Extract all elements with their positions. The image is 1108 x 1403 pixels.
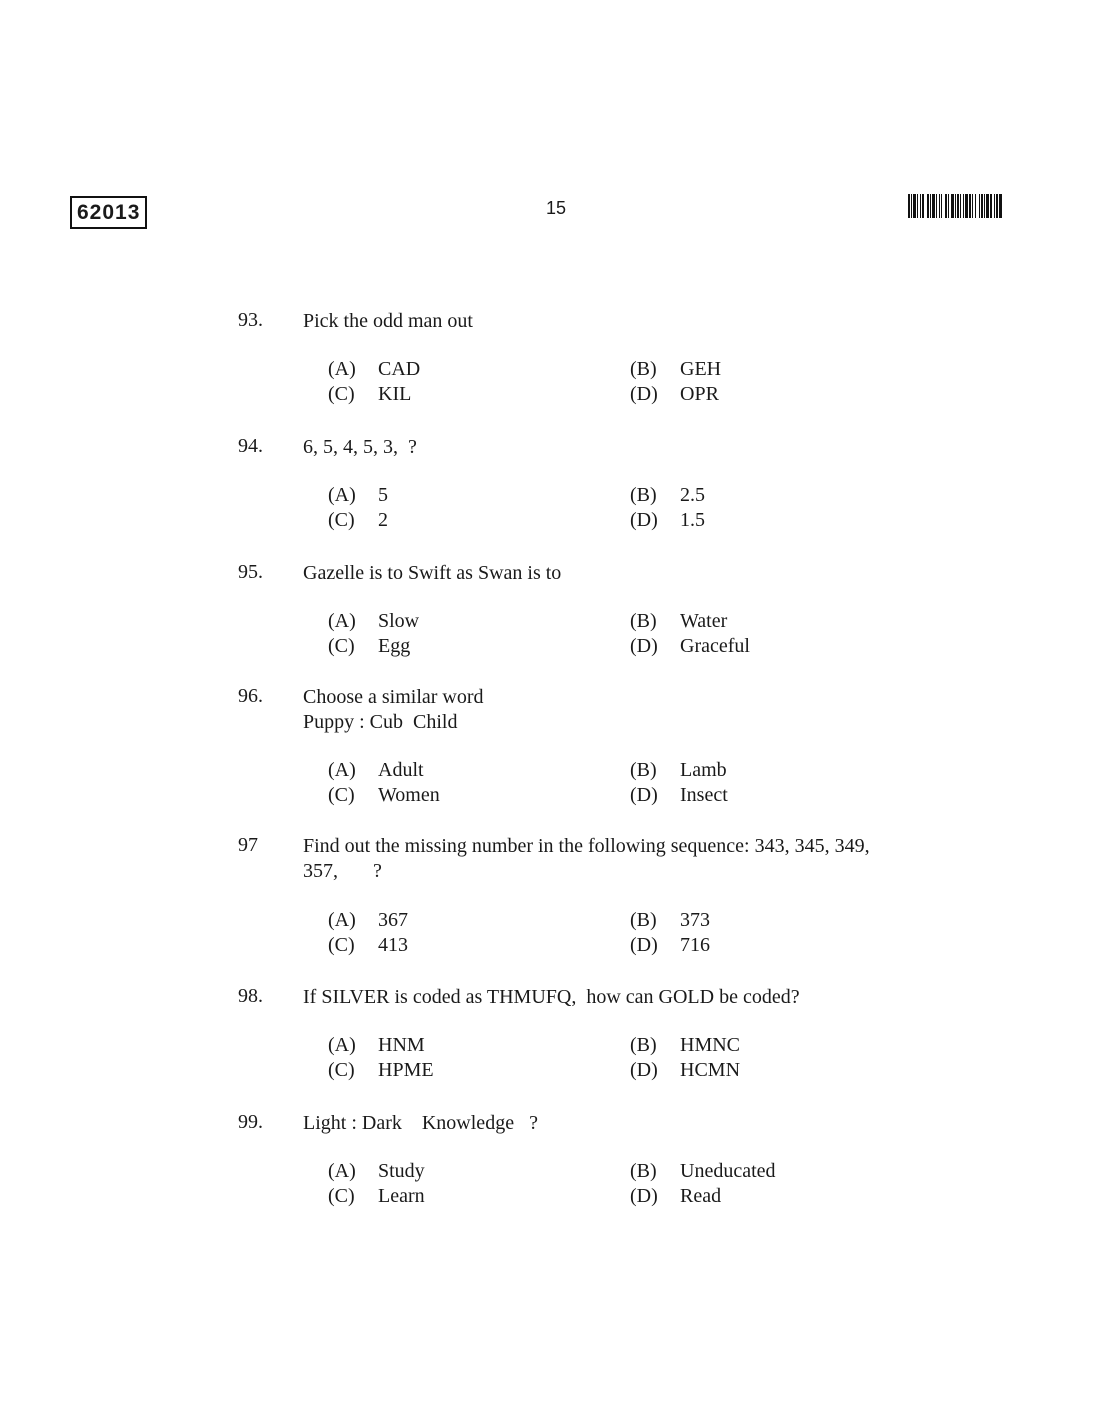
answer-option	[630, 1185, 721, 1208]
option-label: (B)	[630, 358, 657, 380]
answer-option	[328, 1059, 434, 1082]
option-text: 367	[378, 909, 408, 931]
question-stem-line: If SILVER is coded as THMUFQ, how can GOLD be coded?	[303, 986, 800, 1008]
answer-option	[328, 509, 388, 532]
question-stem-line: Find out the missing number in the following sequence: 343, 345, 349,	[303, 835, 870, 857]
answer-option	[630, 1059, 740, 1082]
question-number: 94.	[238, 435, 263, 457]
answer-option	[630, 383, 719, 406]
option-label: (B)	[630, 610, 657, 632]
option-text: HMNC	[680, 1034, 741, 1056]
option-label: (D)	[630, 784, 658, 806]
option-row	[328, 610, 888, 635]
option-row	[328, 635, 888, 660]
question-stem-line: Gazelle is to Swift as Swan is to	[303, 562, 562, 584]
option-text: Lamb	[680, 759, 727, 781]
question-number: 97	[238, 834, 258, 856]
answer-option	[630, 484, 705, 507]
question-stem	[303, 435, 943, 460]
question-stem-line: Choose a similar word	[303, 686, 484, 708]
question-stem	[303, 685, 943, 735]
option-text: CAD	[378, 358, 421, 380]
option-label: (D)	[630, 383, 658, 405]
answer-option	[630, 1160, 776, 1183]
option-label: (C)	[328, 1059, 355, 1081]
option-label: (C)	[328, 635, 355, 657]
option-label: (B)	[630, 484, 657, 506]
question-stem	[303, 985, 943, 1010]
barcode-icon	[908, 194, 1040, 218]
answer-option	[328, 1160, 425, 1183]
answer-option	[328, 934, 408, 957]
option-label: (D)	[630, 1185, 658, 1207]
option-row	[328, 759, 888, 784]
question-stem	[303, 309, 943, 334]
page-number: 15	[546, 198, 567, 218]
question-stem	[303, 834, 943, 884]
option-label: (A)	[328, 759, 356, 781]
option-label: (B)	[630, 909, 657, 931]
option-text: Women	[378, 784, 440, 806]
option-row	[328, 1059, 888, 1084]
option-row	[328, 509, 888, 534]
question-stem-line: 357, ?	[303, 860, 382, 882]
option-text: KIL	[378, 383, 412, 405]
option-text: Adult	[378, 759, 424, 781]
question-number: 98.	[238, 985, 263, 1007]
option-label: (A)	[328, 484, 356, 506]
answer-option	[630, 509, 705, 532]
answer-option	[630, 358, 721, 381]
option-row	[328, 909, 888, 934]
option-row	[328, 934, 888, 959]
option-row	[328, 1160, 888, 1185]
option-label: (D)	[630, 509, 658, 531]
answer-option	[328, 610, 419, 633]
option-text: 5	[378, 484, 388, 506]
option-row	[328, 784, 888, 809]
question-number: 96.	[238, 685, 263, 707]
option-label: (D)	[630, 635, 658, 657]
option-label: (D)	[630, 1059, 658, 1081]
option-row	[328, 484, 888, 509]
option-label: (B)	[630, 1034, 657, 1056]
option-label: (C)	[328, 934, 355, 956]
option-text: 1.5	[680, 509, 705, 531]
answer-option	[328, 1034, 425, 1057]
question-stem	[303, 1111, 943, 1136]
answer-option	[328, 1185, 425, 1208]
answer-option	[630, 1034, 740, 1057]
option-label: (C)	[328, 509, 355, 531]
option-text: HNM	[378, 1034, 425, 1056]
answer-option	[328, 784, 440, 807]
option-text: 2.5	[680, 484, 705, 506]
answer-option	[328, 635, 410, 658]
option-label: (A)	[328, 1034, 356, 1056]
answer-option	[630, 934, 710, 957]
answer-option	[630, 784, 728, 807]
answer-option	[328, 484, 388, 507]
option-row	[328, 383, 888, 408]
option-text: Insect	[680, 784, 728, 806]
option-text: GEH	[680, 358, 722, 380]
option-text: 716	[680, 934, 710, 956]
question-stem-line: Puppy : Cub Child	[303, 711, 458, 733]
option-text: Learn	[378, 1185, 425, 1207]
option-label: (C)	[328, 784, 355, 806]
question-stem-line: Pick the odd man out	[303, 310, 473, 332]
option-text: 413	[378, 934, 408, 956]
answer-option	[630, 635, 750, 658]
option-text: Study	[378, 1160, 425, 1182]
option-label: (B)	[630, 1160, 657, 1182]
option-text: Water	[680, 610, 728, 632]
option-row	[328, 358, 888, 383]
option-text: Egg	[378, 635, 411, 657]
option-text: Graceful	[680, 635, 750, 657]
option-label: (A)	[328, 1160, 356, 1182]
option-label: (A)	[328, 358, 356, 380]
option-label: (D)	[630, 934, 658, 956]
option-text: 2	[378, 509, 388, 531]
question-stem-line: Light : Dark Knowledge ?	[303, 1112, 538, 1134]
question-stem	[303, 561, 943, 586]
option-text: 373	[680, 909, 710, 931]
answer-option	[328, 358, 420, 381]
question-number: 93.	[238, 309, 263, 331]
question-number: 99.	[238, 1111, 263, 1133]
option-text: Uneducated	[680, 1160, 776, 1182]
option-label: (C)	[328, 383, 355, 405]
option-row	[328, 1185, 888, 1210]
answer-option	[630, 610, 727, 633]
question-number: 95.	[238, 561, 263, 583]
option-label: (C)	[328, 1185, 355, 1207]
question-stem-line: 6, 5, 4, 5, 3, ?	[303, 436, 417, 458]
option-label: (A)	[328, 610, 356, 632]
answer-option	[328, 759, 424, 782]
option-label: (B)	[630, 759, 657, 781]
option-text: HCMN	[680, 1059, 741, 1081]
option-label: (A)	[328, 909, 356, 931]
option-row	[328, 1034, 888, 1059]
answer-option	[630, 909, 710, 932]
option-text: HPME	[378, 1059, 434, 1081]
answer-option	[328, 909, 408, 932]
answer-option	[630, 759, 727, 782]
option-text: Read	[680, 1185, 722, 1207]
option-text: Slow	[378, 610, 420, 632]
option-text: OPR	[680, 383, 719, 405]
answer-option	[328, 383, 411, 406]
paper-code-box: 62013	[70, 196, 147, 229]
